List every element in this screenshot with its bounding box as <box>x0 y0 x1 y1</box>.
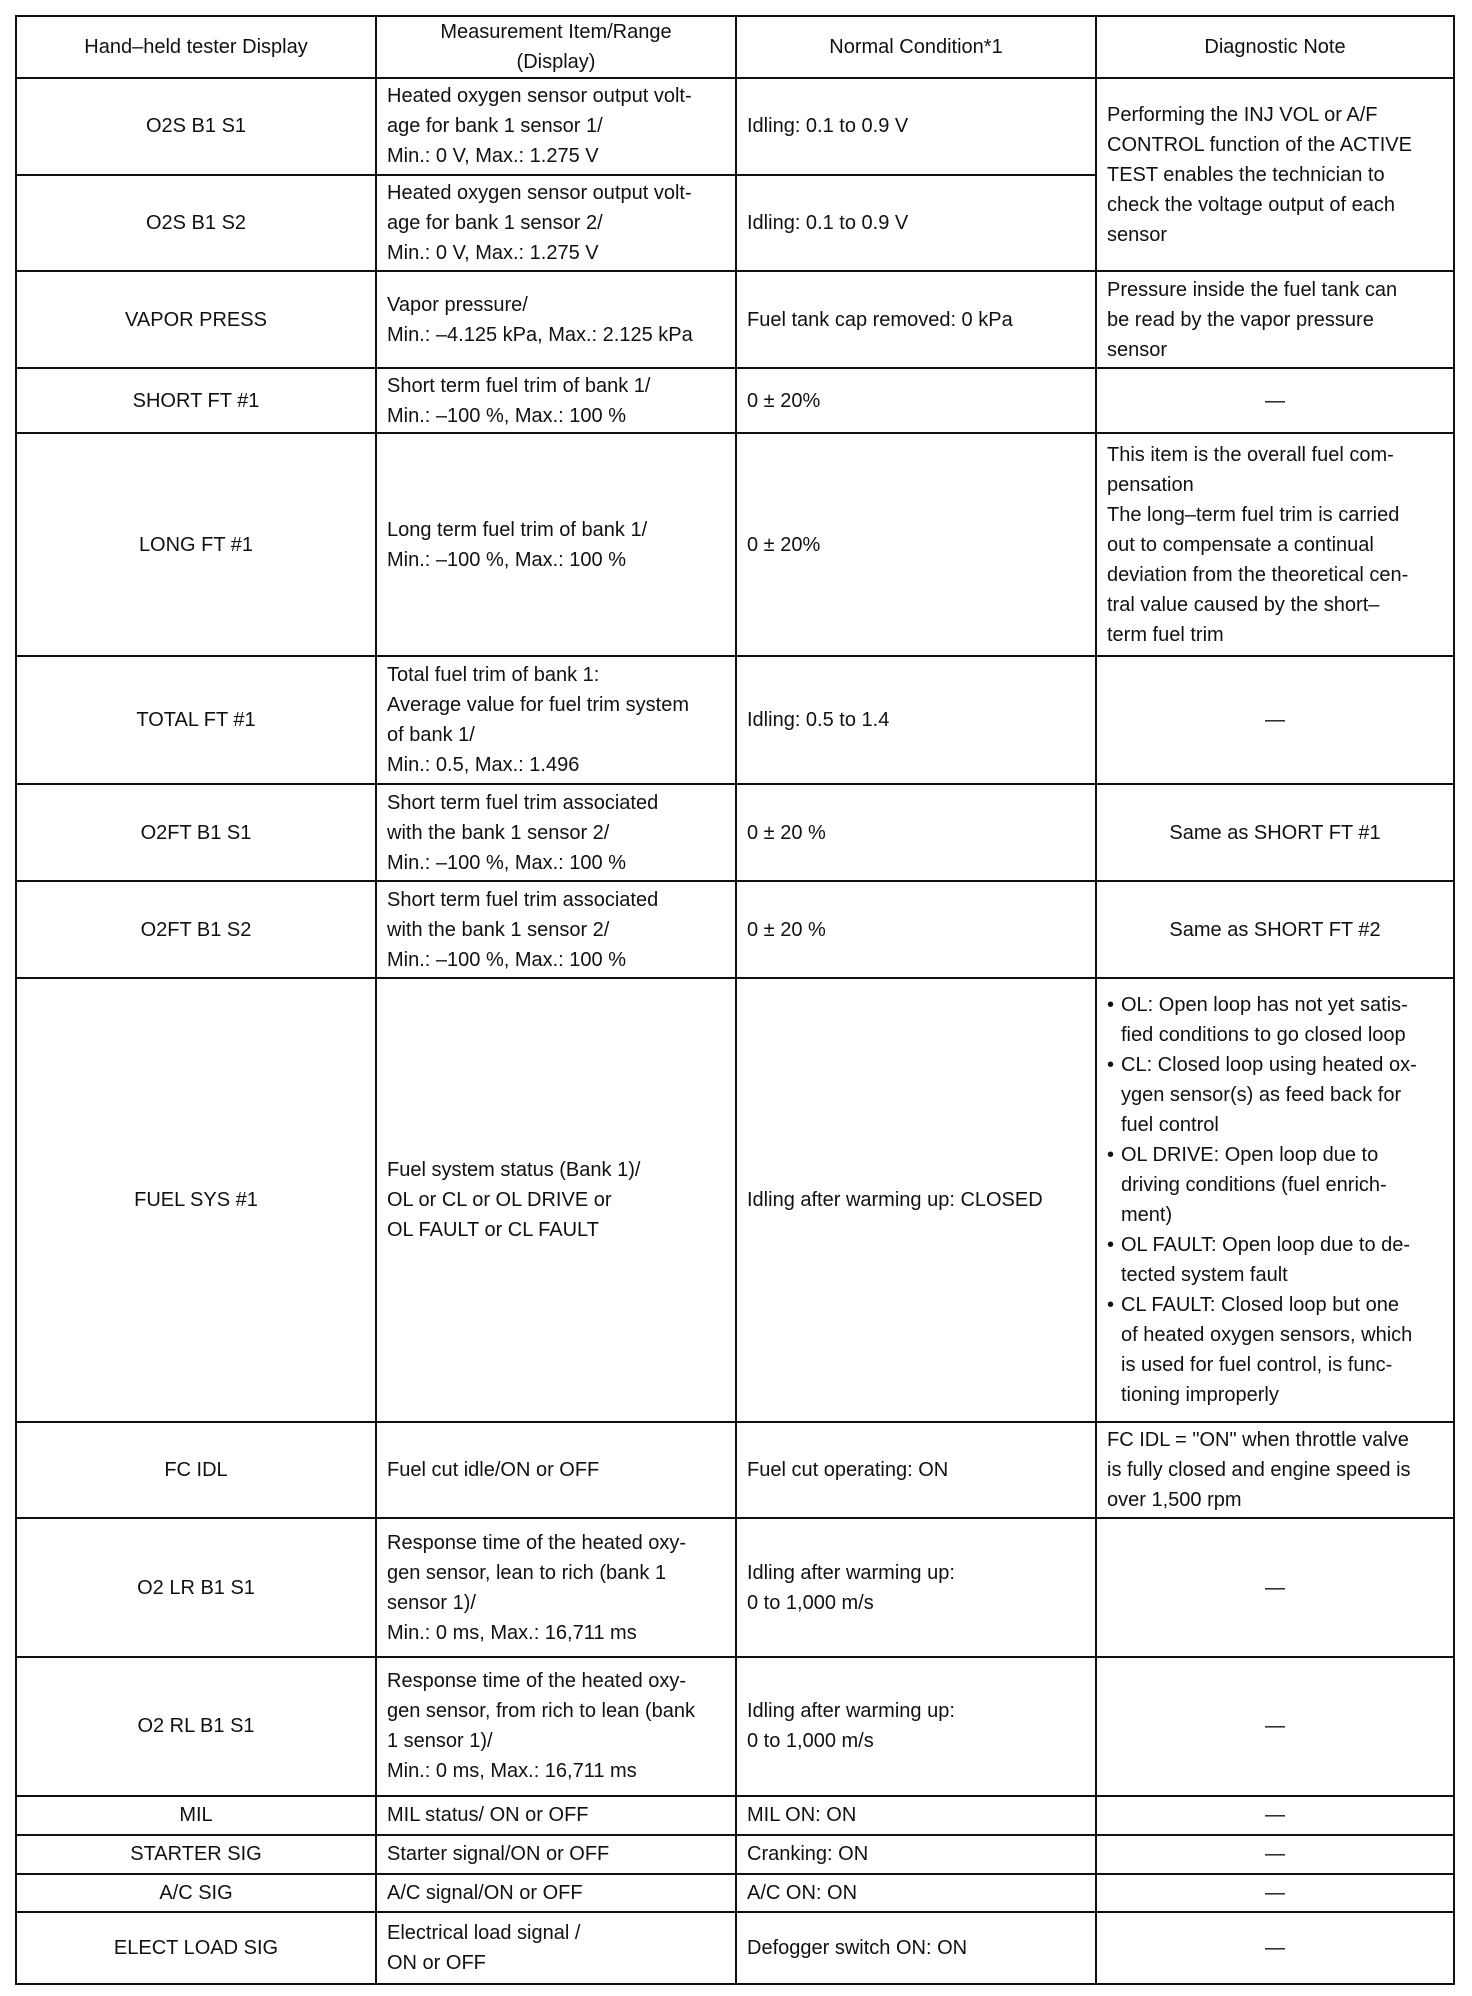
table-row <box>16 978 1454 1422</box>
bullet-icon: • <box>1107 1053 1115 1076</box>
table-row <box>16 271 1454 368</box>
measurement-cell: Starter signal/ON or OFF <box>376 1835 736 1874</box>
header-display: Hand–held tester Display <box>16 16 376 78</box>
measurement-cell: Short term fuel trim associated with the bank 1 sensor 2/ Min.: –100 %, Max.: 100 % <box>376 881 736 978</box>
table-row <box>16 784 1454 881</box>
display-cell: VAPOR PRESS <box>16 271 376 368</box>
display-cell: FUEL SYS #1 <box>16 978 376 1422</box>
display-cell: MIL <box>16 1796 376 1835</box>
header-note: Diagnostic Note <box>1096 16 1454 78</box>
measurement-cell: Vapor pressure/ Min.: –4.125 kPa, Max.: 2.125 kPa <box>376 271 736 368</box>
display-cell: TOTAL FT #1 <box>16 656 376 784</box>
measurement-cell: Short term fuel trim associated with the bank 1 sensor 2/ Min.: –100 %, Max.: 100 % <box>376 784 736 881</box>
table-row <box>16 656 1454 784</box>
note-cell: Pressure inside the fuel tank can be read by the vapor pressure sensor <box>1096 271 1454 368</box>
note-cell: — <box>1096 1518 1454 1657</box>
display-cell: O2 LR B1 S1 <box>16 1518 376 1657</box>
condition-cell: Cranking: ON <box>736 1835 1096 1874</box>
display-cell: O2S B1 S2 <box>16 175 376 272</box>
condition-cell: MIL ON: ON <box>736 1796 1096 1835</box>
note-cell: — <box>1096 1657 1454 1796</box>
measurement-cell: Fuel cut idle/ON or OFF <box>376 1422 736 1519</box>
measurement-cell: Short term fuel trim of bank 1/ Min.: –100 %, Max.: 100 % <box>376 368 736 433</box>
table-row <box>16 1796 1454 1835</box>
list-item: • OL DRIVE: Open loop due to driving conditions (fuel enrich- ment) <box>1107 1140 1443 1230</box>
table-row <box>16 1422 1454 1519</box>
condition-cell: Fuel cut operating: ON <box>736 1422 1096 1519</box>
condition-cell: Defogger switch ON: ON <box>736 1912 1096 1984</box>
condition-cell: Idling after warming up: CLOSED <box>736 978 1096 1422</box>
note-cell: — <box>1096 1874 1454 1913</box>
note-cell <box>1096 978 1454 1422</box>
condition-cell: Idling: 0.1 to 0.9 V <box>736 175 1096 272</box>
measurement-cell: Electrical load signal / ON or OFF <box>376 1912 736 1984</box>
data-list-table <box>15 15 1455 1985</box>
measurement-cell: MIL status/ ON or OFF <box>376 1796 736 1835</box>
note-cell: — <box>1096 1796 1454 1835</box>
measurement-cell: Response time of the heated oxy- gen sensor, lean to rich (bank 1 sensor 1)/ Min.: 0 ms, Max.: 16,711 ms <box>376 1518 736 1657</box>
table-row <box>16 433 1454 656</box>
table-row <box>16 1835 1454 1874</box>
display-cell: SHORT FT #1 <box>16 368 376 433</box>
condition-cell: Fuel tank cap removed: 0 kPa <box>736 271 1096 368</box>
list-item: • CL: Closed loop using heated ox- ygen sensor(s) as feed back for fuel control <box>1107 1050 1443 1140</box>
note-cell: Performing the INJ VOL or A/F CONTROL function of the ACTIVE TEST enables the technician to check the voltage output of each sensor <box>1096 78 1454 271</box>
display-cell: LONG FT #1 <box>16 433 376 656</box>
display-cell: STARTER SIG <box>16 1835 376 1874</box>
bullet-icon: • <box>1107 1143 1115 1166</box>
list-item: • OL: Open loop has not yet satis- fied conditions to go closed loop <box>1107 990 1443 1050</box>
note-cell: — <box>1096 368 1454 433</box>
measurement-cell: Fuel system status (Bank 1)/ OL or CL or OL DRIVE or OL FAULT or CL FAULT <box>376 978 736 1422</box>
condition-cell: 0 ± 20% <box>736 368 1096 433</box>
bullet-icon: • <box>1107 1233 1115 1256</box>
condition-cell: A/C ON: ON <box>736 1874 1096 1913</box>
condition-cell: 0 ± 20% <box>736 433 1096 656</box>
display-cell: O2FT B1 S2 <box>16 881 376 978</box>
table-row <box>16 1912 1454 1984</box>
list-item: • CL FAULT: Closed loop but one of heated oxygen sensors, which is used for fuel control, is func- tioning improperly <box>1107 1290 1443 1410</box>
note-cell: This item is the overall fuel com- pensation The long–term fuel trim is carried out to compensate a continual deviation from the theoretical cen- tral value caused by the short– term fuel trim <box>1096 433 1454 656</box>
measurement-cell: Heated oxygen sensor output volt- age for bank 1 sensor 1/ Min.: 0 V, Max.: 1.275 V <box>376 78 736 175</box>
table-row <box>16 78 1454 175</box>
display-cell: FC IDL <box>16 1422 376 1519</box>
condition-cell: Idling: 0.5 to 1.4 <box>736 656 1096 784</box>
measurement-cell: A/C signal/ON or OFF <box>376 1874 736 1913</box>
note-cell: FC IDL = "ON" when throttle valve is fully closed and engine speed is over 1,500 rpm <box>1096 1422 1454 1519</box>
bullet-icon: • <box>1107 1293 1115 1316</box>
condition-cell: Idling after warming up: 0 to 1,000 m/s <box>736 1657 1096 1796</box>
list-item: • OL FAULT: Open loop due to de- tected system fault <box>1107 1230 1443 1290</box>
condition-cell: 0 ± 20 % <box>736 881 1096 978</box>
display-cell: ELECT LOAD SIG <box>16 1912 376 1984</box>
condition-cell: Idling: 0.1 to 0.9 V <box>736 78 1096 175</box>
measurement-cell: Long term fuel trim of bank 1/ Min.: –100 %, Max.: 100 % <box>376 433 736 656</box>
note-cell: — <box>1096 1912 1454 1984</box>
bullet-icon: • <box>1107 993 1115 1016</box>
display-cell: O2S B1 S1 <box>16 78 376 175</box>
header-condition: Normal Condition*1 <box>736 16 1096 78</box>
table-row <box>16 1518 1454 1657</box>
note-cell: — <box>1096 656 1454 784</box>
fuel-sys-bullet-list <box>1107 990 1443 1410</box>
measurement-cell: Heated oxygen sensor output volt- age for bank 1 sensor 2/ Min.: 0 V, Max.: 1.275 V <box>376 175 736 272</box>
display-cell: A/C SIG <box>16 1874 376 1913</box>
measurement-cell: Total fuel trim of bank 1: Average value for fuel trim system of bank 1/ Min.: 0.5, Max.: 1.496 <box>376 656 736 784</box>
table-row <box>16 368 1454 433</box>
note-cell: — <box>1096 1835 1454 1874</box>
note-cell: Same as SHORT FT #1 <box>1096 784 1454 881</box>
display-cell: O2 RL B1 S1 <box>16 1657 376 1796</box>
condition-cell: 0 ± 20 % <box>736 784 1096 881</box>
condition-cell: Idling after warming up: 0 to 1,000 m/s <box>736 1518 1096 1657</box>
measurement-cell: Response time of the heated oxy- gen sensor, from rich to lean (bank 1 sensor 1)/ Min.: 0 ms, Max.: 16,711 ms <box>376 1657 736 1796</box>
table-row <box>16 1657 1454 1796</box>
display-cell: O2FT B1 S1 <box>16 784 376 881</box>
table-header-row <box>16 16 1454 78</box>
note-cell: Same as SHORT FT #2 <box>1096 881 1454 978</box>
table-row <box>16 1874 1454 1913</box>
header-measurement: Measurement Item/Range (Display) <box>376 16 736 78</box>
table-row <box>16 881 1454 978</box>
